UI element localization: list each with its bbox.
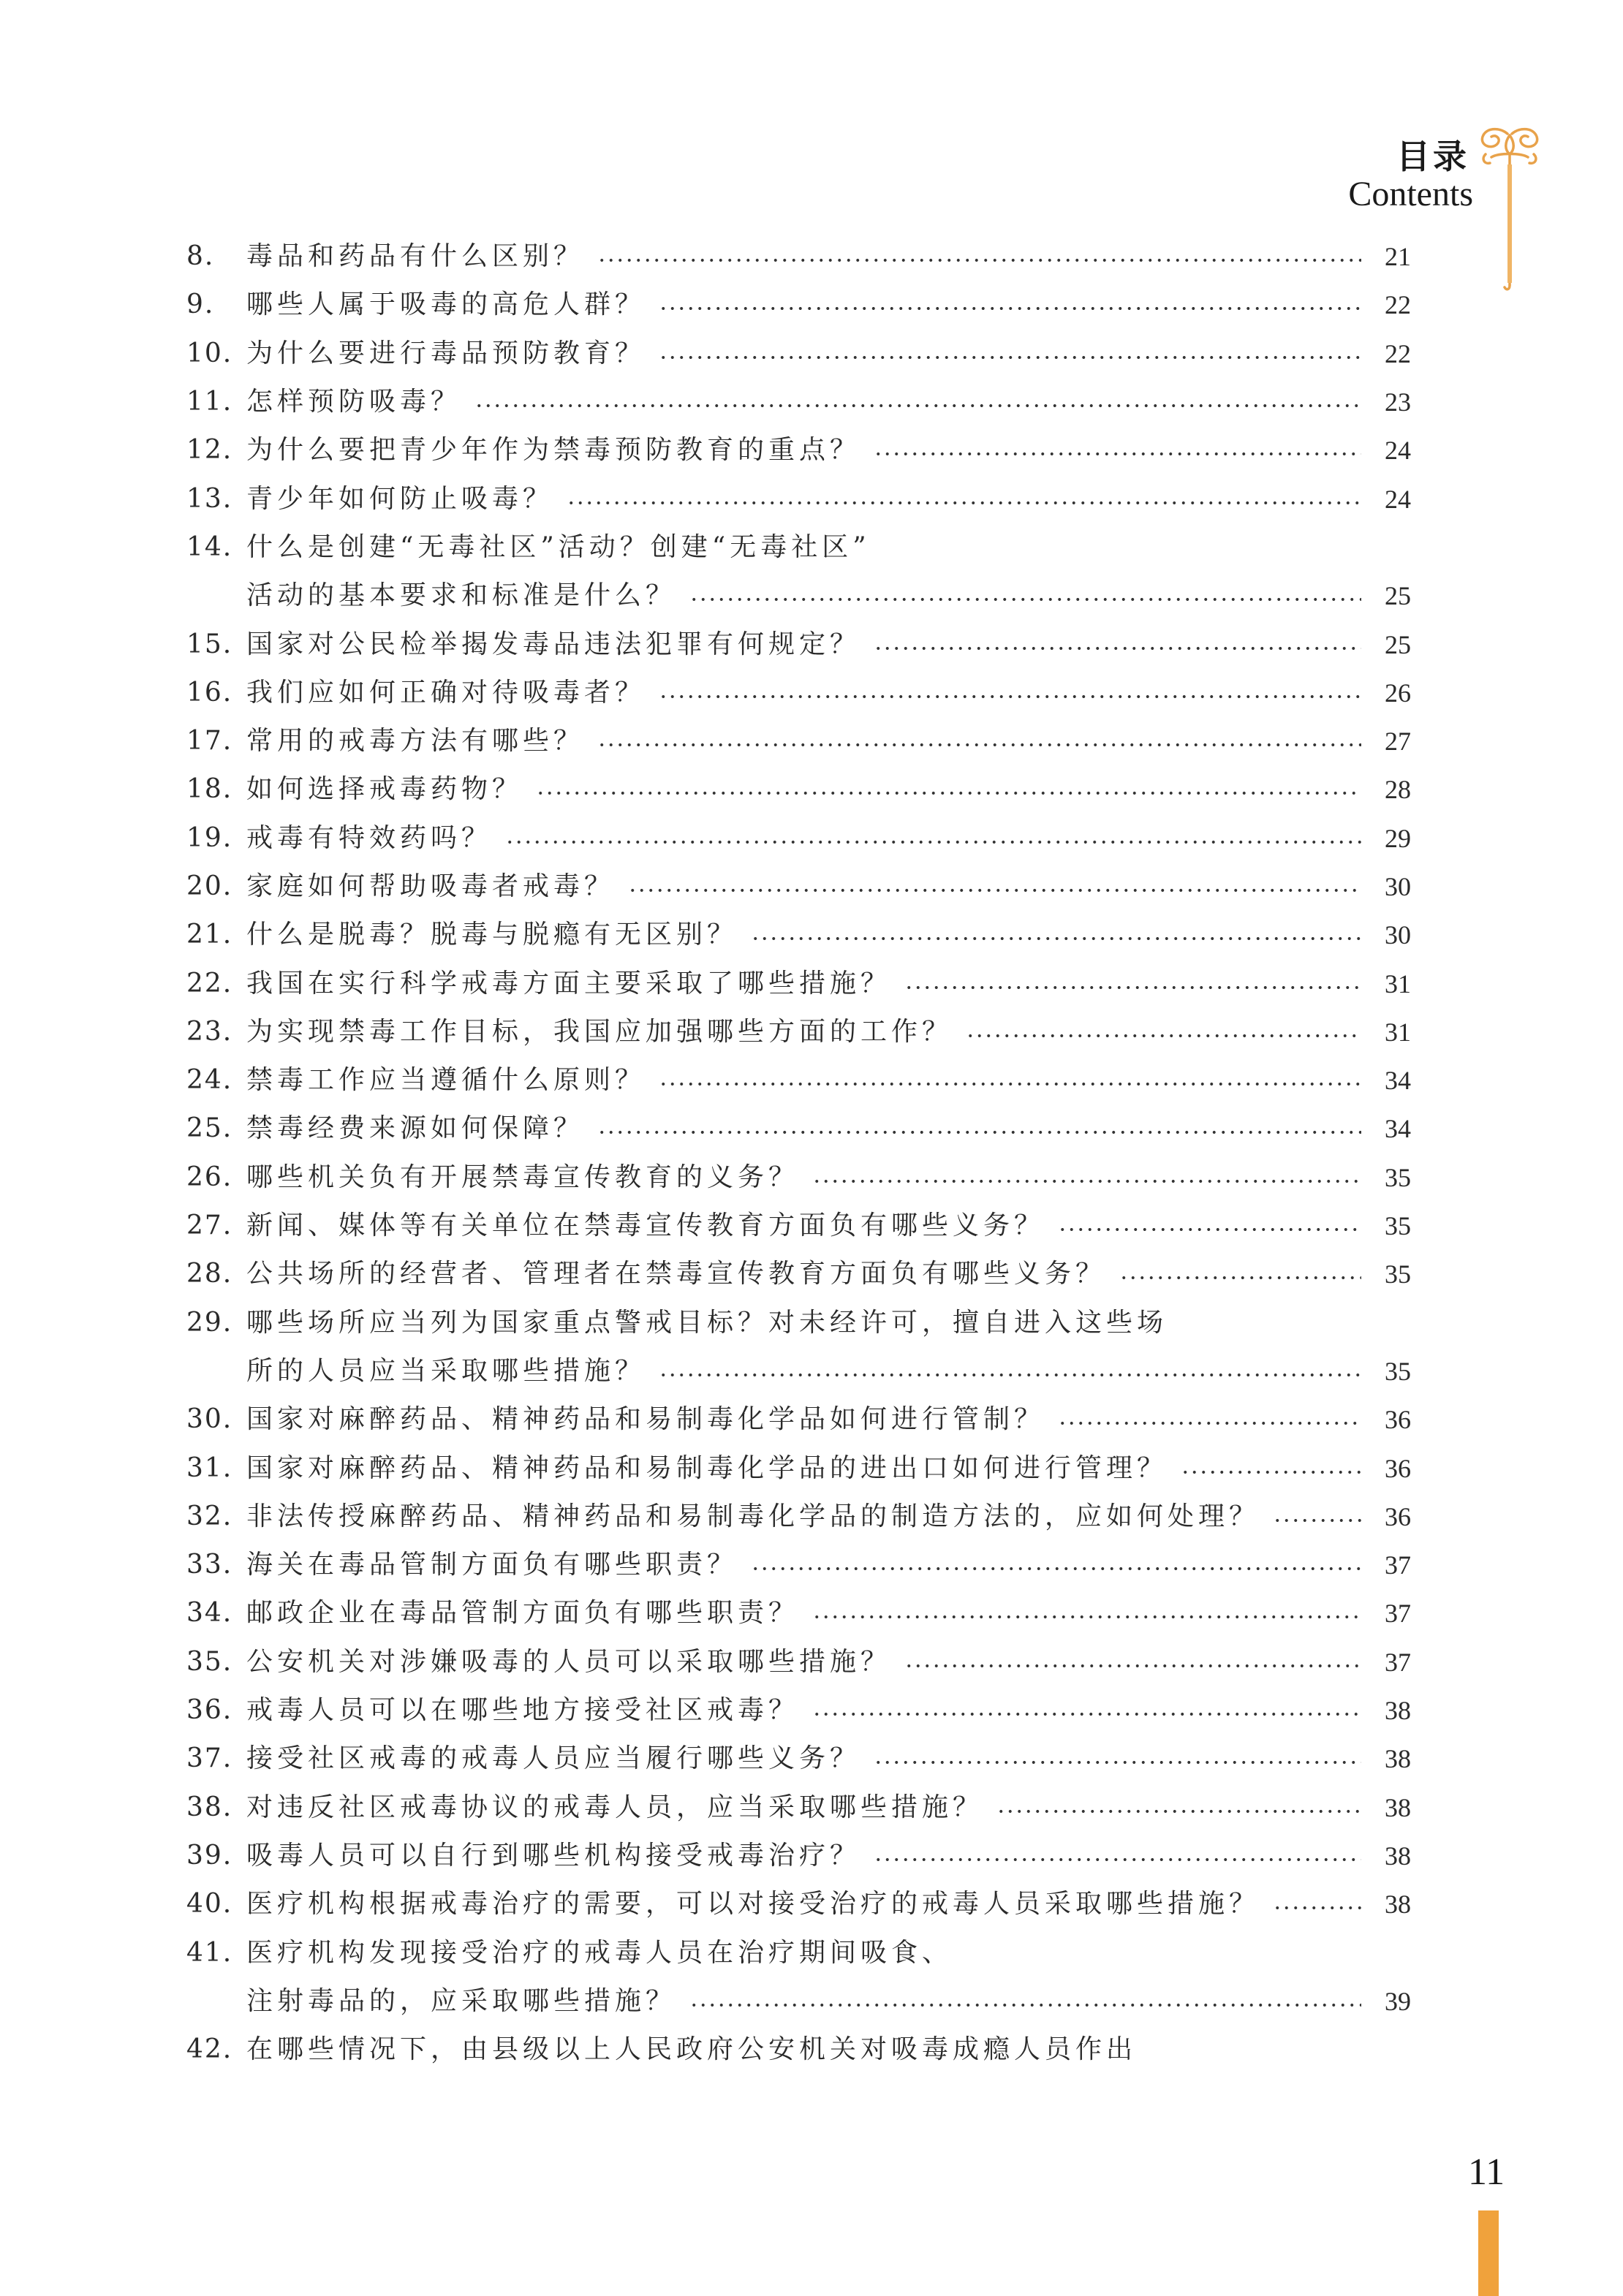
toc-entry-title: 公共场所的经营者、管理者在禁毒宣传教育方面负有哪些义务？ (246, 1259, 1107, 1289)
toc-leader-dots (812, 1712, 1361, 1716)
toc-entry-page: 37 (1385, 1599, 1411, 1629)
toc-entry-number: 30. (186, 1404, 233, 1435)
toc-entry-title: 注射毒品的，应采取哪些措施？ (246, 1985, 677, 2016)
toc-entry (186, 330, 1411, 378)
toc-entry-page: 29 (1385, 823, 1411, 853)
toc-leader-dots (659, 306, 1361, 311)
toc-entry (186, 1493, 1411, 1541)
toc-entry-title: 为实现禁毒工作目标，我国应加强哪些方面的工作？ (246, 1016, 953, 1047)
toc-leader-dots (689, 2003, 1361, 2007)
toc-entry-number: 31. (186, 1452, 233, 1483)
toc-entry (186, 911, 1411, 959)
toc-entry-page: 37 (1385, 1550, 1411, 1580)
toc-entry-page: 36 (1385, 1405, 1411, 1435)
toc-entry-page: 38 (1385, 1696, 1411, 1726)
toc-leader-dots (751, 936, 1361, 941)
toc-leader-dots (1058, 1421, 1361, 1425)
toc-entry-page: 21 (1385, 242, 1411, 272)
toc-entry-number: 18. (186, 774, 233, 805)
toc-entry-title: 对违反社区戒毒协议的戒毒人员，应当采取哪些措施？ (246, 1792, 984, 1822)
toc-entry-number: 19. (186, 822, 233, 853)
toc-entry-page: 25 (1385, 629, 1411, 659)
toc-entry-title: 非法传授麻醉药品、精神药品和易制毒化学品的制造方法的，应如何处理？ (246, 1501, 1260, 1531)
toc-leader-dots (597, 743, 1361, 747)
toc-entry-title: 为什么要进行毒品预防教育？ (246, 338, 646, 368)
toc-entry (186, 1008, 1411, 1056)
toc-entry-title: 青少年如何防止吸毒？ (246, 483, 554, 514)
toc-entry-page: 38 (1385, 1744, 1411, 1774)
toc-leader-dots (505, 840, 1361, 844)
toc-entry-page: 22 (1385, 290, 1411, 320)
toc-entry-page: 30 (1385, 920, 1411, 950)
toc-leader-dots (1273, 1518, 1361, 1523)
toc-leader-dots (904, 985, 1361, 990)
toc-entry-title: 哪些人属于吸毒的高危人群？ (246, 289, 646, 320)
page-edge-tab (1478, 2210, 1499, 2296)
toc-entry-page: 35 (1385, 1162, 1411, 1192)
toc-entry-page: 30 (1385, 872, 1411, 901)
toc-leader-dots (812, 1615, 1361, 1619)
toc-entry (186, 378, 1411, 426)
contents-header-cn: 目录 (1396, 137, 1469, 176)
toc-entry-number: 16. (186, 677, 233, 708)
toc-entry-title: 禁毒工作应当遵循什么原则？ (246, 1065, 646, 1096)
toc-entry-page: 35 (1385, 1259, 1411, 1289)
toc-entry-title: 怎样预防吸毒？ (246, 387, 462, 417)
contents-header-en: Contents (1348, 175, 1473, 213)
toc-leader-dots (996, 1809, 1361, 1814)
toc-entry (186, 1202, 1411, 1250)
toc-entry-page: 31 (1385, 1017, 1411, 1047)
toc-entry-title: 什么是创建“无毒社区”活动？创建“无毒社区” (246, 531, 871, 562)
toc-entry-number: 22. (186, 968, 233, 999)
toc-entry (186, 1638, 1411, 1686)
toc-entry-title: 常用的戒毒方法有哪些？ (246, 726, 585, 757)
toc-entry-number: 23. (186, 1016, 233, 1047)
toc-entry (186, 959, 1411, 1007)
toc-entry (186, 1977, 1411, 2026)
toc-entry-number: 37. (186, 1743, 233, 1774)
toc-entry-page: 27 (1385, 727, 1411, 757)
toc-entry-page: 39 (1385, 1986, 1411, 2016)
toc-entry (186, 669, 1411, 717)
toc-entry-title: 国家对公民检举揭发毒品违法犯罪有何规定？ (246, 629, 861, 659)
toc-leader-dots (659, 1082, 1361, 1086)
toc-entry-number: 9. (186, 289, 215, 320)
toc-entry-number: 14. (186, 531, 233, 562)
toc-leader-dots (904, 1664, 1361, 1668)
toc-leader-dots (567, 501, 1361, 505)
toc-entry-number: 10. (186, 338, 233, 368)
toc-entry-number: 20. (186, 871, 233, 901)
toc-entry-number: 36. (186, 1695, 233, 1726)
scroll-ornament-icon (1469, 121, 1550, 292)
toc-entry-page: 24 (1385, 436, 1411, 466)
toc-leader-dots (659, 694, 1361, 699)
toc-entry-number: 17. (186, 726, 233, 757)
toc-leader-dots (659, 1373, 1361, 1377)
toc-entry-page: 22 (1385, 338, 1411, 368)
toc-entry-title: 戒毒人员可以在哪些地方接受社区戒毒？ (246, 1695, 800, 1726)
toc-entry-number: 42. (186, 2034, 233, 2065)
toc-entry (186, 1832, 1411, 1880)
toc-entry-number: 27. (186, 1210, 233, 1241)
toc-entry-number: 34. (186, 1598, 233, 1629)
toc-entry-page: 31 (1385, 969, 1411, 999)
toc-entry (186, 814, 1411, 863)
toc-leader-dots (1058, 1227, 1361, 1232)
toc-entry-title: 接受社区戒毒的戒毒人员应当履行哪些义务？ (246, 1743, 861, 1774)
toc-entry-number: 26. (186, 1162, 233, 1192)
toc-entry-page: 38 (1385, 1890, 1411, 1920)
toc-entry-number: 41. (186, 1937, 233, 1968)
toc-entry-page: 24 (1385, 484, 1411, 514)
toc-entry (186, 717, 1411, 765)
toc-entry-title: 为什么要把青少年作为禁毒预防教育的重点？ (246, 435, 861, 466)
toc-entry (186, 1347, 1411, 1395)
toc-entry-title: 海关在毒品管制方面负有哪些职责？ (246, 1550, 738, 1580)
toc-entry-number: 33. (186, 1550, 233, 1580)
toc-entry-number: 15. (186, 629, 233, 659)
toc-leader-dots (1181, 1470, 1361, 1474)
toc-entry (186, 1735, 1411, 1783)
toc-entry-number: 29. (186, 1307, 233, 1338)
table-of-contents (186, 232, 1411, 2074)
toc-entry-title: 我们应如何正确对待吸毒者？ (246, 677, 646, 708)
toc-leader-dots (966, 1034, 1361, 1038)
toc-entry (186, 232, 1411, 281)
toc-entry-number: 35. (186, 1646, 233, 1677)
toc-entry (186, 523, 1411, 572)
toc-entry-title: 禁毒经费来源如何保障？ (246, 1113, 585, 1144)
toc-entry-page: 23 (1385, 387, 1411, 417)
toc-entry-title: 在哪些情况下，由县级以上人民政府公安机关对吸毒成瘾人员作出 (246, 2034, 1138, 2065)
toc-entry-title: 吸毒人员可以自行到哪些机构接受戒毒治疗？ (246, 1840, 861, 1871)
toc-leader-dots (751, 1566, 1361, 1571)
toc-entry (186, 474, 1411, 523)
toc-entry-title: 邮政企业在毒品管制方面负有哪些职责？ (246, 1598, 800, 1629)
toc-leader-dots (628, 888, 1361, 893)
toc-entry-title: 公安机关对涉嫌吸毒的人员可以采取哪些措施？ (246, 1646, 892, 1677)
toc-entry-title: 家庭如何帮助吸毒者戒毒？ (246, 871, 616, 901)
toc-entry (186, 1153, 1411, 1202)
toc-entry-number: 13. (186, 483, 233, 514)
toc-leader-dots (597, 1130, 1361, 1134)
toc-entry (186, 426, 1411, 474)
toc-entry (186, 1105, 1411, 1153)
toc-leader-dots (689, 597, 1361, 602)
toc-entry-title: 新闻、媒体等有关单位在禁毒宣传教育方面负有哪些义务？ (246, 1210, 1045, 1241)
toc-leader-dots (874, 452, 1361, 456)
toc-entry-page: 35 (1385, 1211, 1411, 1241)
toc-entry (186, 1880, 1411, 1928)
toc-entry (186, 1444, 1411, 1492)
toc-entry-page: 34 (1385, 1114, 1411, 1144)
toc-entry-page: 25 (1385, 581, 1411, 611)
toc-leader-dots (812, 1179, 1361, 1183)
toc-entry-title: 哪些机关负有开展禁毒宣传教育的义务？ (246, 1162, 800, 1192)
toc-entry-page: 37 (1385, 1647, 1411, 1677)
toc-entry-number: 32. (186, 1501, 233, 1531)
toc-entry-page: 38 (1385, 1841, 1411, 1871)
toc-entry-title: 毒品和药品有什么区别？ (246, 241, 585, 272)
toc-entry-number: 39. (186, 1840, 233, 1871)
toc-entry (186, 1541, 1411, 1589)
toc-entry (186, 1686, 1411, 1735)
toc-entry-number: 21. (186, 920, 233, 950)
toc-entry-number: 24. (186, 1065, 233, 1096)
toc-entry (186, 1299, 1411, 1347)
page-number: 11 (1468, 2151, 1505, 2193)
toc-entry (186, 863, 1411, 911)
toc-entry-number: 12. (186, 435, 233, 466)
toc-entry-title: 戒毒有特效药吗？ (246, 822, 493, 853)
toc-entry-title: 所的人员应当采取哪些措施？ (246, 1355, 646, 1386)
toc-entry-title: 我国在实行科学戒毒方面主要采取了哪些措施？ (246, 968, 892, 999)
toc-entry-page: 34 (1385, 1066, 1411, 1096)
toc-entry (186, 572, 1411, 620)
toc-entry (186, 2026, 1411, 2074)
toc-entry-number: 40. (186, 1889, 233, 1920)
toc-leader-dots (536, 791, 1361, 795)
toc-entry-title: 如何选择戒毒药物？ (246, 774, 523, 805)
toc-entry-page: 36 (1385, 1453, 1411, 1483)
toc-entry (186, 281, 1411, 329)
toc-leader-dots (659, 355, 1361, 360)
toc-entry-title: 医疗机构根据戒毒治疗的需要，可以对接受治疗的戒毒人员采取哪些措施？ (246, 1889, 1260, 1920)
toc-leader-dots (597, 258, 1361, 262)
toc-leader-dots (1119, 1276, 1361, 1280)
toc-entry-number: 38. (186, 1792, 233, 1822)
toc-entry (186, 1056, 1411, 1105)
toc-leader-dots (874, 1760, 1361, 1765)
toc-entry-page: 28 (1385, 775, 1411, 805)
toc-entry-page: 35 (1385, 1356, 1411, 1386)
toc-entry (186, 1589, 1411, 1637)
toc-entry (186, 765, 1411, 814)
toc-entry-page: 26 (1385, 678, 1411, 708)
toc-entry (186, 1784, 1411, 1832)
toc-leader-dots (874, 1857, 1361, 1862)
toc-entry-title: 活动的基本要求和标准是什么？ (246, 580, 677, 611)
toc-entry (186, 1395, 1411, 1444)
toc-entry-title: 什么是脱毒？脱毒与脱瘾有无区别？ (246, 920, 738, 950)
toc-entry-number: 8. (186, 241, 215, 272)
toc-entry-page: 38 (1385, 1792, 1411, 1822)
toc-entry-title: 国家对麻醉药品、精神药品和易制毒化学品如何进行管制？ (246, 1404, 1045, 1435)
toc-entry-number: 28. (186, 1259, 233, 1289)
toc-entry (186, 1250, 1411, 1298)
toc-leader-dots (474, 403, 1361, 408)
toc-entry-title: 国家对麻醉药品、精神药品和易制毒化学品的进出口如何进行管理？ (246, 1452, 1168, 1483)
toc-entry-title: 医疗机构发现接受治疗的戒毒人员在治疗期间吸食、 (246, 1937, 953, 1968)
toc-entry (186, 1928, 1411, 1977)
toc-entry (186, 620, 1411, 668)
toc-entry-page: 36 (1385, 1501, 1411, 1531)
toc-leader-dots (874, 646, 1361, 651)
toc-entry-title: 哪些场所应当列为国家重点警戒目标？对未经许可，擅自进入这些场 (246, 1307, 1168, 1338)
toc-entry-number: 25. (186, 1113, 233, 1144)
toc-leader-dots (1273, 1906, 1361, 1910)
toc-entry-number: 11. (186, 387, 233, 417)
